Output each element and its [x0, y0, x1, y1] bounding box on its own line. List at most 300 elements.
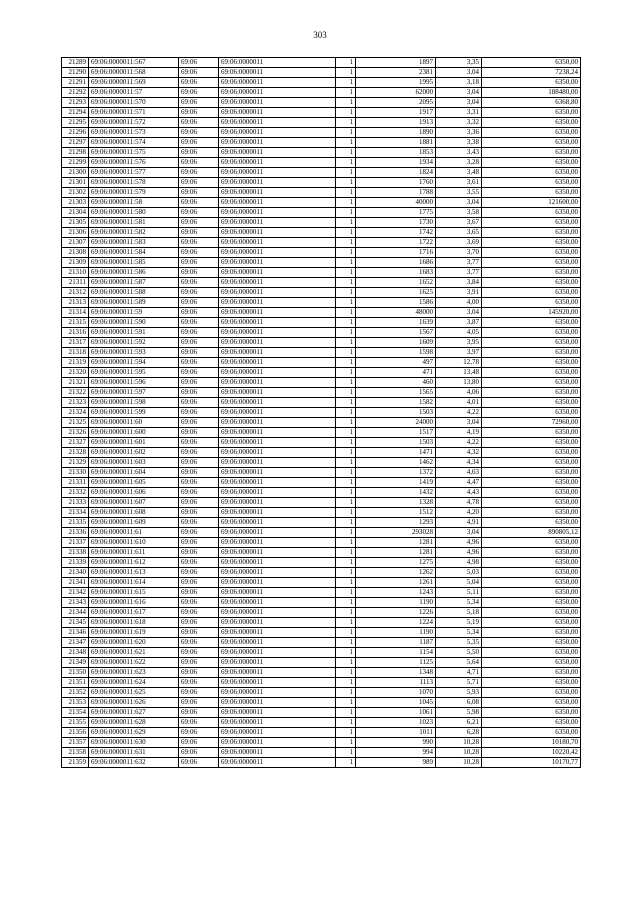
table-row	[62, 248, 581, 258]
area-cell: 1517	[356, 428, 436, 438]
row-number-cell: 21325	[62, 418, 89, 428]
district-code-cell: 69:06	[179, 468, 219, 478]
cadastral-block-cell: 69:06:0000011	[219, 258, 336, 268]
cadastral-number-cell: 69:06:0000011:580	[89, 208, 179, 218]
area-cell: 1190	[356, 628, 436, 638]
value-cell: 6350,00	[482, 488, 581, 498]
row-number-cell: 21297	[62, 138, 89, 148]
cadastral-number-cell: 69:06:0000011:583	[89, 238, 179, 248]
value-cell: 6350,00	[482, 698, 581, 708]
area-cell: 1775	[356, 208, 436, 218]
count-cell: 1	[336, 418, 356, 428]
table-row	[62, 298, 581, 308]
row-number-cell: 21344	[62, 608, 89, 618]
row-number-cell: 21290	[62, 68, 89, 78]
rate-cell: 3,87	[436, 318, 482, 328]
value-cell: 6350,00	[482, 648, 581, 658]
table-row	[62, 458, 581, 468]
row-number-cell: 21338	[62, 548, 89, 558]
area-cell: 1742	[356, 228, 436, 238]
row-number-cell: 21340	[62, 568, 89, 578]
table-row	[62, 168, 581, 178]
district-code-cell: 69:06	[179, 128, 219, 138]
row-number-cell: 21296	[62, 128, 89, 138]
district-code-cell: 69:06	[179, 598, 219, 608]
row-number-cell: 21291	[62, 78, 89, 88]
row-number-cell: 21350	[62, 668, 89, 678]
district-code-cell: 69:06	[179, 178, 219, 188]
table-row	[62, 698, 581, 708]
cadastral-block-cell: 69:06:0000011	[219, 668, 336, 678]
cadastral-block-cell: 69:06:0000011	[219, 208, 336, 218]
value-cell: 6350,00	[482, 238, 581, 248]
table-row	[62, 628, 581, 638]
cadastral-block-cell: 69:06:0000011	[219, 198, 336, 208]
district-code-cell: 69:06	[179, 288, 219, 298]
cadastral-block-cell: 69:06:0000011	[219, 638, 336, 648]
rate-cell: 3,04	[436, 528, 482, 538]
count-cell: 1	[336, 278, 356, 288]
value-cell: 6350,00	[482, 268, 581, 278]
cadastral-number-cell: 69:06:0000011:590	[89, 318, 179, 328]
count-cell: 1	[336, 78, 356, 88]
cadastral-number-cell: 69:06:0000011:579	[89, 188, 179, 198]
district-code-cell: 69:06	[179, 478, 219, 488]
value-cell: 10220,42	[482, 748, 581, 758]
rate-cell: 3,48	[436, 168, 482, 178]
rate-cell: 3,55	[436, 188, 482, 198]
count-cell: 1	[336, 588, 356, 598]
table-row	[62, 508, 581, 518]
row-number-cell: 21353	[62, 698, 89, 708]
district-code-cell: 69:06	[179, 148, 219, 158]
rate-cell: 4,43	[436, 488, 482, 498]
row-number-cell: 21348	[62, 648, 89, 658]
count-cell: 1	[336, 658, 356, 668]
district-code-cell: 69:06	[179, 388, 219, 398]
cadastral-block-cell: 69:06:0000011	[219, 278, 336, 288]
value-cell: 6350,00	[482, 128, 581, 138]
district-code-cell: 69:06	[179, 328, 219, 338]
table-row	[62, 348, 581, 358]
area-cell: 2095	[356, 98, 436, 108]
table-row	[62, 408, 581, 418]
row-number-cell: 21305	[62, 218, 89, 228]
row-number-cell: 21356	[62, 728, 89, 738]
cadastral-register-table	[61, 57, 581, 768]
count-cell: 1	[336, 638, 356, 648]
district-code-cell: 69:06	[179, 618, 219, 628]
district-code-cell: 69:06	[179, 278, 219, 288]
count-cell: 1	[336, 488, 356, 498]
cadastral-block-cell: 69:06:0000011	[219, 388, 336, 398]
count-cell: 1	[336, 198, 356, 208]
row-number-cell: 21357	[62, 738, 89, 748]
cadastral-number-cell: 69:06:0000011:605	[89, 478, 179, 488]
table-row	[62, 208, 581, 218]
count-cell: 1	[336, 138, 356, 148]
area-cell: 1881	[356, 138, 436, 148]
area-cell: 1011	[356, 728, 436, 738]
district-code-cell: 69:06	[179, 368, 219, 378]
rate-cell: 3,77	[436, 258, 482, 268]
cadastral-number-cell: 69:06:0000011:601	[89, 438, 179, 448]
district-code-cell: 69:06	[179, 668, 219, 678]
area-cell: 1226	[356, 608, 436, 618]
row-number-cell: 21307	[62, 238, 89, 248]
row-number-cell: 21335	[62, 518, 89, 528]
district-code-cell: 69:06	[179, 698, 219, 708]
cadastral-block-cell: 69:06:0000011	[219, 98, 336, 108]
row-number-cell: 21293	[62, 98, 89, 108]
value-cell: 6350,00	[482, 668, 581, 678]
area-cell: 1462	[356, 458, 436, 468]
cadastral-number-cell: 69:06:0000011:594	[89, 358, 179, 368]
value-cell: 6350,00	[482, 608, 581, 618]
table-row	[62, 718, 581, 728]
table-row	[62, 538, 581, 548]
district-code-cell: 69:06	[179, 358, 219, 368]
value-cell: 6350,00	[482, 448, 581, 458]
area-cell: 1598	[356, 348, 436, 358]
cadastral-block-cell: 69:06:0000011	[219, 68, 336, 78]
district-code-cell: 69:06	[179, 318, 219, 328]
cadastral-number-cell: 69:06:0000011:628	[89, 718, 179, 728]
count-cell: 1	[336, 378, 356, 388]
count-cell: 1	[336, 388, 356, 398]
cadastral-block-cell: 69:06:0000011	[219, 118, 336, 128]
cadastral-block-cell: 69:06:0000011	[219, 318, 336, 328]
district-code-cell: 69:06	[179, 408, 219, 418]
table-row	[62, 708, 581, 718]
district-code-cell: 69:06	[179, 138, 219, 148]
rate-cell: 4,19	[436, 428, 482, 438]
value-cell: 6350,00	[482, 578, 581, 588]
area-cell: 1824	[356, 168, 436, 178]
area-cell: 1224	[356, 618, 436, 628]
value-cell: 6350,00	[482, 398, 581, 408]
count-cell: 1	[336, 338, 356, 348]
cadastral-block-cell: 69:06:0000011	[219, 568, 336, 578]
area-cell: 1512	[356, 508, 436, 518]
district-code-cell: 69:06	[179, 738, 219, 748]
cadastral-number-cell: 69:06:0000011:591	[89, 328, 179, 338]
cadastral-block-cell: 69:06:0000011	[219, 128, 336, 138]
rate-cell: 3,67	[436, 218, 482, 228]
district-code-cell: 69:06	[179, 88, 219, 98]
rate-cell: 4,71	[436, 668, 482, 678]
table-row	[62, 758, 581, 768]
district-code-cell: 69:06	[179, 198, 219, 208]
area-cell: 1788	[356, 188, 436, 198]
row-number-cell: 21349	[62, 658, 89, 668]
value-cell: 6350,00	[482, 358, 581, 368]
district-code-cell: 69:06	[179, 508, 219, 518]
value-cell: 6350,00	[482, 328, 581, 338]
cadastral-number-cell: 69:06:0000011:572	[89, 118, 179, 128]
table-row	[62, 78, 581, 88]
cadastral-number-cell: 69:06:0000011:587	[89, 278, 179, 288]
count-cell: 1	[336, 728, 356, 738]
cadastral-block-cell: 69:06:0000011	[219, 528, 336, 538]
rate-cell: 5,19	[436, 618, 482, 628]
cadastral-number-cell: 69:06:0000011:576	[89, 158, 179, 168]
table-row	[62, 588, 581, 598]
table-row	[62, 668, 581, 678]
district-code-cell: 69:06	[179, 168, 219, 178]
row-number-cell: 21332	[62, 488, 89, 498]
rate-cell: 4,20	[436, 508, 482, 518]
rate-cell: 3,61	[436, 178, 482, 188]
row-number-cell: 21316	[62, 328, 89, 338]
value-cell: 6350,00	[482, 258, 581, 268]
table-row	[62, 448, 581, 458]
cadastral-number-cell: 69:06:0000011:57	[89, 88, 179, 98]
cadastral-block-cell: 69:06:0000011	[219, 458, 336, 468]
cadastral-block-cell: 69:06:0000011	[219, 358, 336, 368]
cadastral-number-cell: 69:06:0000011:573	[89, 128, 179, 138]
district-code-cell: 69:06	[179, 68, 219, 78]
value-cell: 6350,00	[482, 518, 581, 528]
table-row	[62, 528, 581, 538]
row-number-cell: 21342	[62, 588, 89, 598]
row-number-cell: 21331	[62, 478, 89, 488]
district-code-cell: 69:06	[179, 118, 219, 128]
rate-cell: 3,04	[436, 198, 482, 208]
row-number-cell: 21292	[62, 88, 89, 98]
cadastral-block-cell: 69:06:0000011	[219, 428, 336, 438]
district-code-cell: 69:06	[179, 78, 219, 88]
table-row	[62, 258, 581, 268]
cadastral-block-cell: 69:06:0000011	[219, 558, 336, 568]
count-cell: 1	[336, 268, 356, 278]
district-code-cell: 69:06	[179, 578, 219, 588]
value-cell: 6350,00	[482, 108, 581, 118]
cadastral-number-cell: 69:06:0000011:585	[89, 258, 179, 268]
cadastral-block-cell: 69:06:0000011	[219, 508, 336, 518]
count-cell: 1	[336, 428, 356, 438]
count-cell: 1	[336, 518, 356, 528]
rate-cell: 5,03	[436, 568, 482, 578]
rate-cell: 10,28	[436, 748, 482, 758]
count-cell: 1	[336, 258, 356, 268]
area-cell: 1730	[356, 218, 436, 228]
area-cell: 1187	[356, 638, 436, 648]
rate-cell: 3,58	[436, 208, 482, 218]
value-cell: 6350,00	[482, 498, 581, 508]
area-cell: 1070	[356, 688, 436, 698]
area-cell: 1567	[356, 328, 436, 338]
table-row	[62, 328, 581, 338]
cadastral-number-cell: 69:06:0000011:618	[89, 618, 179, 628]
cadastral-block-cell: 69:06:0000011	[219, 348, 336, 358]
area-cell: 1652	[356, 278, 436, 288]
table-row	[62, 488, 581, 498]
cadastral-number-cell: 69:06:0000011:611	[89, 548, 179, 558]
cadastral-block-cell: 69:06:0000011	[219, 438, 336, 448]
cadastral-block-cell: 69:06:0000011	[219, 378, 336, 388]
table-row	[62, 548, 581, 558]
value-cell: 6368,80	[482, 98, 581, 108]
rate-cell: 10,28	[436, 758, 482, 768]
district-code-cell: 69:06	[179, 418, 219, 428]
area-cell: 24000	[356, 418, 436, 428]
value-cell: 188480,00	[482, 88, 581, 98]
rate-cell: 4,22	[436, 408, 482, 418]
area-cell: 1565	[356, 388, 436, 398]
cadastral-number-cell: 69:06:0000011:599	[89, 408, 179, 418]
cadastral-number-cell: 69:06:0000011:589	[89, 298, 179, 308]
count-cell: 1	[336, 608, 356, 618]
row-number-cell: 21330	[62, 468, 89, 478]
page-number: 303	[313, 30, 327, 40]
cadastral-block-cell: 69:06:0000011	[219, 158, 336, 168]
count-cell: 1	[336, 508, 356, 518]
district-code-cell: 69:06	[179, 398, 219, 408]
area-cell: 1243	[356, 588, 436, 598]
cadastral-number-cell: 69:06:0000011:582	[89, 228, 179, 238]
value-cell: 6350,00	[482, 658, 581, 668]
table-row	[62, 278, 581, 288]
area-cell: 989	[356, 758, 436, 768]
rate-cell: 3,84	[436, 278, 482, 288]
cadastral-number-cell: 69:06:0000011:619	[89, 628, 179, 638]
count-cell: 1	[336, 68, 356, 78]
rate-cell: 5,93	[436, 688, 482, 698]
cadastral-block-cell: 69:06:0000011	[219, 108, 336, 118]
count-cell: 1	[336, 688, 356, 698]
cadastral-block-cell: 69:06:0000011	[219, 578, 336, 588]
table-row	[62, 648, 581, 658]
cadastral-block-cell: 69:06:0000011	[219, 138, 336, 148]
rate-cell: 6,28	[436, 728, 482, 738]
area-cell: 1061	[356, 708, 436, 718]
count-cell: 1	[336, 128, 356, 138]
table-row	[62, 498, 581, 508]
district-code-cell: 69:06	[179, 258, 219, 268]
table-row	[62, 118, 581, 128]
table-row	[62, 238, 581, 248]
value-cell: 6350,00	[482, 78, 581, 88]
rate-cell: 3,70	[436, 248, 482, 258]
table-row	[62, 338, 581, 348]
value-cell: 6350,00	[482, 228, 581, 238]
row-number-cell: 21311	[62, 278, 89, 288]
cadastral-number-cell: 69:06:0000011:597	[89, 388, 179, 398]
value-cell: 6350,00	[482, 408, 581, 418]
table-row	[62, 428, 581, 438]
count-cell: 1	[336, 398, 356, 408]
cadastral-block-cell: 69:06:0000011	[219, 188, 336, 198]
value-cell: 6350,00	[482, 348, 581, 358]
cadastral-number-cell: 69:06:0000011:58	[89, 198, 179, 208]
row-number-cell: 21343	[62, 598, 89, 608]
table-row	[62, 218, 581, 228]
cadastral-number-cell: 69:06:0000011:613	[89, 568, 179, 578]
table-row	[62, 178, 581, 188]
district-code-cell: 69:06	[179, 658, 219, 668]
table-row	[62, 58, 581, 68]
rate-cell: 4,22	[436, 438, 482, 448]
count-cell: 1	[336, 288, 356, 298]
cadastral-number-cell: 69:06:0000011:569	[89, 78, 179, 88]
cadastral-number-cell: 69:06:0000011:621	[89, 648, 179, 658]
count-cell: 1	[336, 408, 356, 418]
area-cell: 471	[356, 368, 436, 378]
cadastral-block-cell: 69:06:0000011	[219, 648, 336, 658]
district-code-cell: 69:06	[179, 518, 219, 528]
cadastral-block-cell: 69:06:0000011	[219, 398, 336, 408]
rate-cell: 13,48	[436, 368, 482, 378]
table-row	[62, 88, 581, 98]
cadastral-number-cell: 69:06:0000011:59	[89, 308, 179, 318]
cadastral-number-cell: 69:06:0000011:586	[89, 268, 179, 278]
row-number-cell: 21327	[62, 438, 89, 448]
area-cell: 1686	[356, 258, 436, 268]
row-number-cell: 21303	[62, 198, 89, 208]
area-cell: 1190	[356, 598, 436, 608]
rate-cell: 4,01	[436, 398, 482, 408]
table-row	[62, 418, 581, 428]
row-number-cell: 21309	[62, 258, 89, 268]
area-cell: 2381	[356, 68, 436, 78]
area-cell: 1722	[356, 238, 436, 248]
rate-cell: 3,91	[436, 288, 482, 298]
district-code-cell: 69:06	[179, 538, 219, 548]
count-cell: 1	[336, 298, 356, 308]
area-cell: 293028	[356, 528, 436, 538]
cadastral-number-cell: 69:06:0000011:620	[89, 638, 179, 648]
area-cell: 1471	[356, 448, 436, 458]
district-code-cell: 69:06	[179, 338, 219, 348]
district-code-cell: 69:06	[179, 188, 219, 198]
area-cell: 1609	[356, 338, 436, 348]
count-cell: 1	[336, 548, 356, 558]
count-cell: 1	[336, 328, 356, 338]
value-cell: 6350,00	[482, 438, 581, 448]
cadastral-number-cell: 69:06:0000011:606	[89, 488, 179, 498]
area-cell: 62000	[356, 88, 436, 98]
rate-cell: 5,71	[436, 678, 482, 688]
row-number-cell: 21295	[62, 118, 89, 128]
cadastral-number-cell: 69:06:0000011:616	[89, 598, 179, 608]
cadastral-number-cell: 69:06:0000011:570	[89, 98, 179, 108]
row-number-cell: 21339	[62, 558, 89, 568]
row-number-cell: 21359	[62, 758, 89, 768]
value-cell: 6350,00	[482, 338, 581, 348]
cadastral-block-cell: 69:06:0000011	[219, 718, 336, 728]
count-cell: 1	[336, 708, 356, 718]
district-code-cell: 69:06	[179, 488, 219, 498]
cadastral-number-cell: 69:06:0000011:627	[89, 708, 179, 718]
value-cell: 6350,00	[482, 218, 581, 228]
rate-cell: 4,78	[436, 498, 482, 508]
count-cell: 1	[336, 178, 356, 188]
value-cell: 7238,24	[482, 68, 581, 78]
rate-cell: 4,00	[436, 298, 482, 308]
rate-cell: 13,80	[436, 378, 482, 388]
value-cell: 6350,00	[482, 688, 581, 698]
rate-cell: 5,18	[436, 608, 482, 618]
row-number-cell: 21321	[62, 378, 89, 388]
district-code-cell: 69:06	[179, 268, 219, 278]
cadastral-number-cell: 69:06:0000011:630	[89, 738, 179, 748]
table-row	[62, 608, 581, 618]
cadastral-number-cell: 69:06:0000011:575	[89, 148, 179, 158]
area-cell: 1432	[356, 488, 436, 498]
count-cell: 1	[336, 448, 356, 458]
value-cell: 6350,00	[482, 708, 581, 718]
